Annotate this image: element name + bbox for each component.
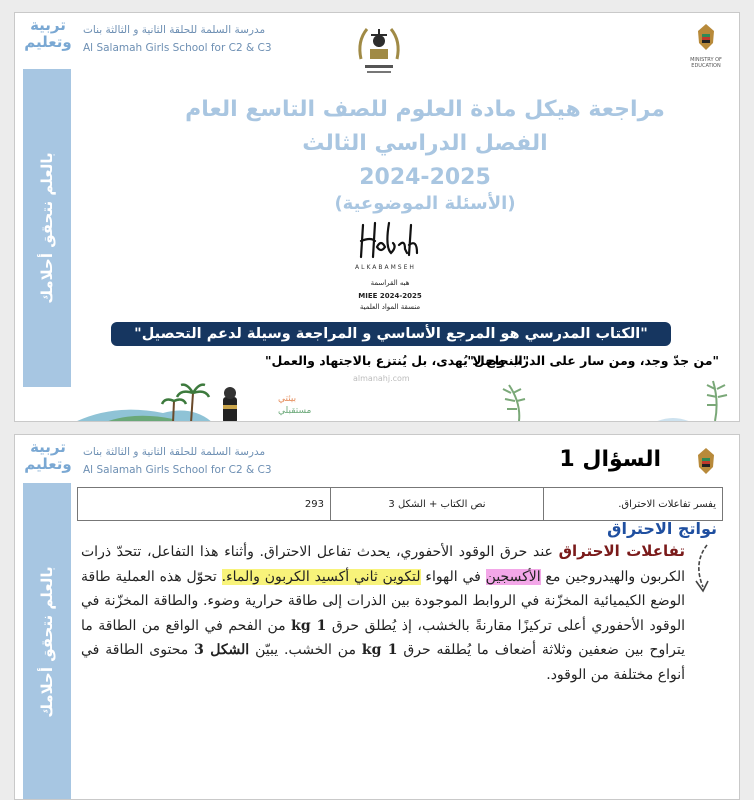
question-number: السؤال 1 bbox=[559, 447, 661, 472]
question-page bbox=[14, 434, 740, 800]
reference-table bbox=[77, 487, 723, 521]
review-title: مراجعة هيكل مادة العلوم للصف التاسع العام bbox=[185, 97, 665, 122]
quote-right: "من جدّ وجد، ومن سار على الدرب وصل" bbox=[467, 353, 719, 368]
svg-text:بيئتي: بيئتي bbox=[278, 394, 297, 404]
ref-page-cell: 293 bbox=[78, 488, 331, 521]
logo-line-2: وتعليم bbox=[24, 455, 72, 473]
tarbiya-logo bbox=[23, 439, 73, 473]
school-name-en: Al Salamah Girls School for C2 & C3 bbox=[83, 42, 272, 54]
coordinator-name: هبه القراسمة bbox=[370, 279, 410, 287]
semester-title: الفصل الدراسي الثالث bbox=[302, 131, 548, 156]
cover-page bbox=[14, 12, 740, 422]
school-name-en: Al Salamah Girls School for C2 & C3 bbox=[83, 464, 272, 476]
question-type-title: (الأسئلة الموضوعية) bbox=[334, 193, 516, 214]
school-name-ar: مدرسة السلمة للحلقة الثانية و الثالثة بنات bbox=[83, 24, 266, 36]
section-subtitle: نواتج الاحتراق bbox=[607, 519, 717, 538]
logo-line-1: تربية bbox=[30, 438, 66, 456]
school-name bbox=[83, 443, 272, 479]
table-row bbox=[78, 488, 723, 521]
sidebar-slogan: بالعلم نتحقق أحلامك bbox=[38, 566, 56, 718]
quote-left: "النجاح لا يُهدى، بل يُنتزع بالاجتهاد والعمل" bbox=[265, 353, 530, 368]
watermark: almanahj.com bbox=[353, 374, 410, 383]
sidebar-strip bbox=[23, 69, 71, 387]
falcon-emblem-icon bbox=[691, 445, 721, 477]
logo-line-1: تربية bbox=[30, 16, 66, 34]
sidebar-strip bbox=[23, 483, 71, 800]
ref-objective-cell: يفسر تفاعلات الاحتراق. bbox=[544, 488, 723, 521]
uae-emblem bbox=[689, 445, 723, 481]
quantity: 1 kg bbox=[291, 617, 327, 634]
quantity: 1 kg bbox=[361, 642, 398, 658]
falcon-emblem-icon bbox=[691, 21, 721, 53]
uae-emblem bbox=[689, 21, 723, 69]
tarbiya-logo bbox=[23, 17, 73, 51]
academic-year: 2024-2025 bbox=[359, 165, 491, 190]
handwritten-signature bbox=[355, 217, 435, 265]
coordinator-credential: MIEE 2024-2025 bbox=[358, 292, 422, 300]
signature-name: ALKABAMSEH bbox=[355, 264, 416, 271]
sidebar-slogan: بالعلم نتحقق أحلامك bbox=[38, 152, 56, 304]
school-name bbox=[83, 21, 272, 57]
paragraph-part: من الفحم في الواقع من الطاقة ما يتراوح بين ضعفين وثلاثة أضعاف ما يُطلقه حرق bbox=[81, 617, 685, 658]
coordinator-role: منسقة المواد العلمية bbox=[359, 303, 421, 311]
svg-text:مستقبلي: مستقبلي bbox=[278, 406, 312, 416]
down-arrow-icon bbox=[689, 543, 715, 599]
logo-line-2: وتعليم bbox=[24, 33, 72, 51]
school-name-ar: مدرسة السلمة للحلقة الثانية و الثالثة بنات bbox=[83, 446, 266, 458]
figure-reference: الشكل 3 bbox=[194, 642, 250, 658]
paragraph-part: عند حرق الوقود الأحفوري، يحدث تفاعل الاحتراق. وأثناء هذا التفاعل، تتحدّ ذرات الكربون والهيدروجين مع bbox=[81, 544, 686, 585]
ref-source-cell: نص الكتاب + الشكل 3 bbox=[331, 488, 544, 521]
school-crest-icon bbox=[353, 19, 405, 79]
textbook-excerpt bbox=[81, 539, 685, 687]
paragraph-part: من الخشب. يبيّن bbox=[249, 642, 362, 658]
paragraph-part: تحوّل هذه العملية طاقة الوضع الكيميائية المخزّنة في الروابط الموجودة بين الذرات إلى طاقة حرارية وضوء. والطاقة المخزّنة في الوقود الأحفوري أعلى تركيزًا مقارنةً بالخشب، إذ يُطلق حرق bbox=[81, 568, 685, 634]
highlight-products: لتكوين ثاني أكسيد الكربون والماء. bbox=[221, 568, 421, 585]
paragraph-part: في الهواء bbox=[420, 568, 486, 585]
highlight-oxygen: الأكسجين bbox=[485, 568, 541, 585]
emblem-caption: MINISTRY OF EDUCATION bbox=[690, 57, 722, 69]
paragraph-part: محتوى الطاقة في أنواع مختلفة من الوقود. bbox=[81, 642, 685, 683]
motto-banner: "الكتاب المدرسي هو المرجع الأساسي و المراجعة وسيلة لدعم التحصيل" bbox=[111, 322, 671, 346]
key-term: تفاعلات الاحتراق bbox=[558, 542, 685, 560]
